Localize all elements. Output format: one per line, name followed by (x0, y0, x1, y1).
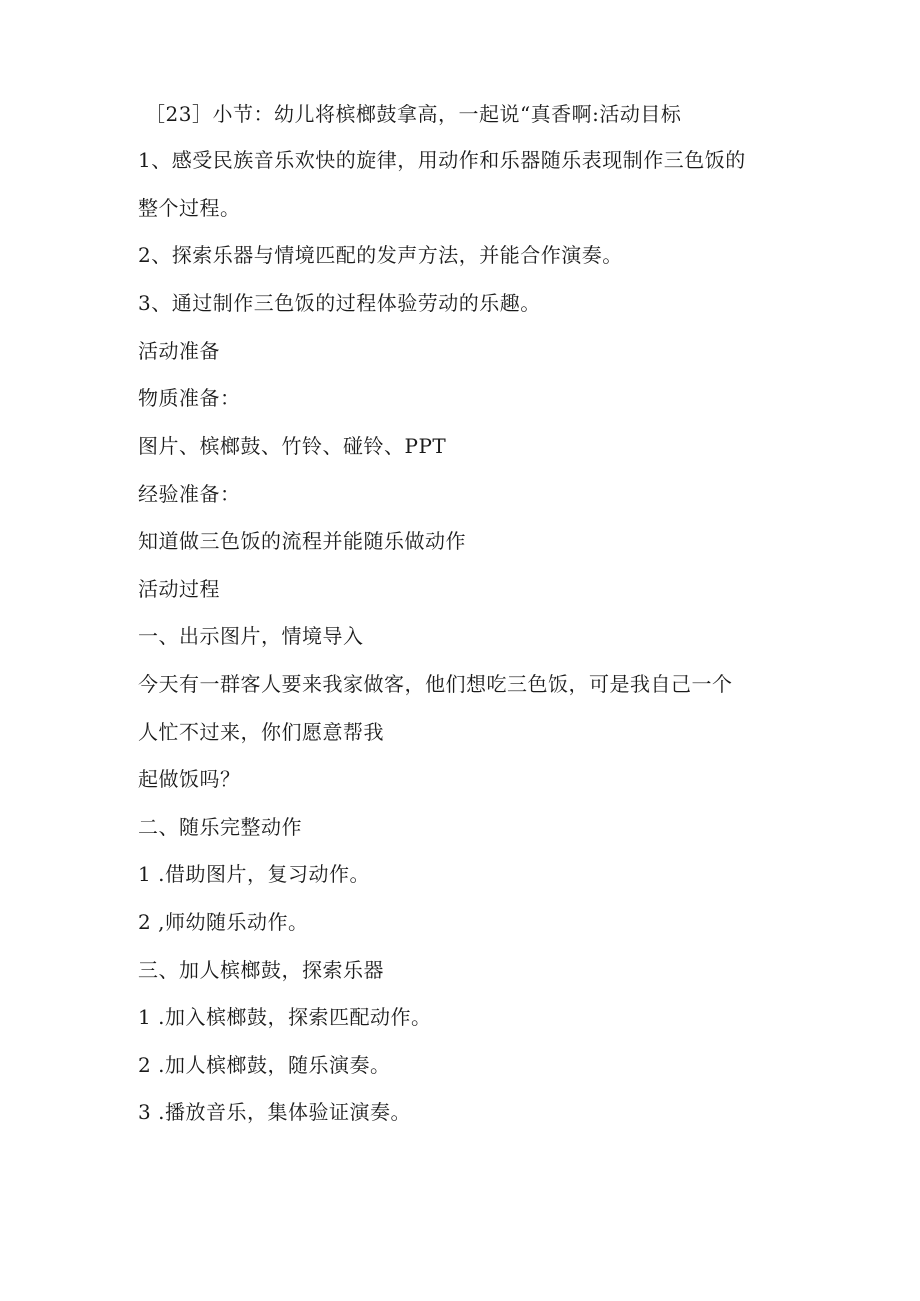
goal-2-line: 2、探索乐器与情境匹配的发声方法，并能合作演奏。 (138, 243, 623, 267)
materials-list: 图片、槟榔鼓、竹铃、碰铃、PPT (138, 434, 447, 458)
material-preparation-label: 物质准备： (138, 386, 241, 410)
step-one-heading: 一、出示图片，情境导入 (138, 624, 364, 648)
experience-description: 知道做三色饭的流程并能随乐做动作 (138, 529, 466, 553)
preparation-heading: 活动准备 (138, 339, 220, 363)
step-three-item-1: 1 .加入槟榔鼓，探索匹配动作。 (138, 1005, 432, 1029)
step-two-item-2: 2 ,师幼随乐动作。 (138, 910, 309, 934)
goal-1-line: 1、感受民族音乐欢快的旋律，用动作和乐器随乐表现制作三色饭的 (138, 148, 746, 172)
goal-3-line: 3、通过制作三色饭的过程体验劳动的乐趣。 (138, 291, 541, 315)
process-heading: 活动过程 (138, 577, 220, 601)
step-one-text-line-1: 今天有一群客人要来我家做客，他们想吃三色饭，可是我自己一个 (138, 672, 733, 696)
step-two-item-1: 1 .借助图片，复习动作。 (138, 862, 370, 886)
step-three-heading: 三、加人槟榔鼓，探索乐器 (138, 958, 384, 982)
intro-section-line: ［23］小节：幼儿将槟榔鼓拿高，一起说“真香啊:活动目标 (145, 102, 682, 126)
step-one-text-line-3: 起做饭吗？ (138, 767, 241, 791)
experience-preparation-label: 经验准备： (138, 482, 241, 506)
step-one-text-line-2: 人忙不过来，你们愿意帮我 (138, 720, 384, 744)
step-three-item-3: 3 .播放音乐，集体验证演奏。 (138, 1100, 411, 1124)
goal-1-continuation: 整个过程。 (138, 196, 241, 220)
step-two-heading: 二、随乐完整动作 (138, 815, 302, 839)
step-three-item-2: 2 .加人槟榔鼓，随乐演奏。 (138, 1053, 391, 1077)
